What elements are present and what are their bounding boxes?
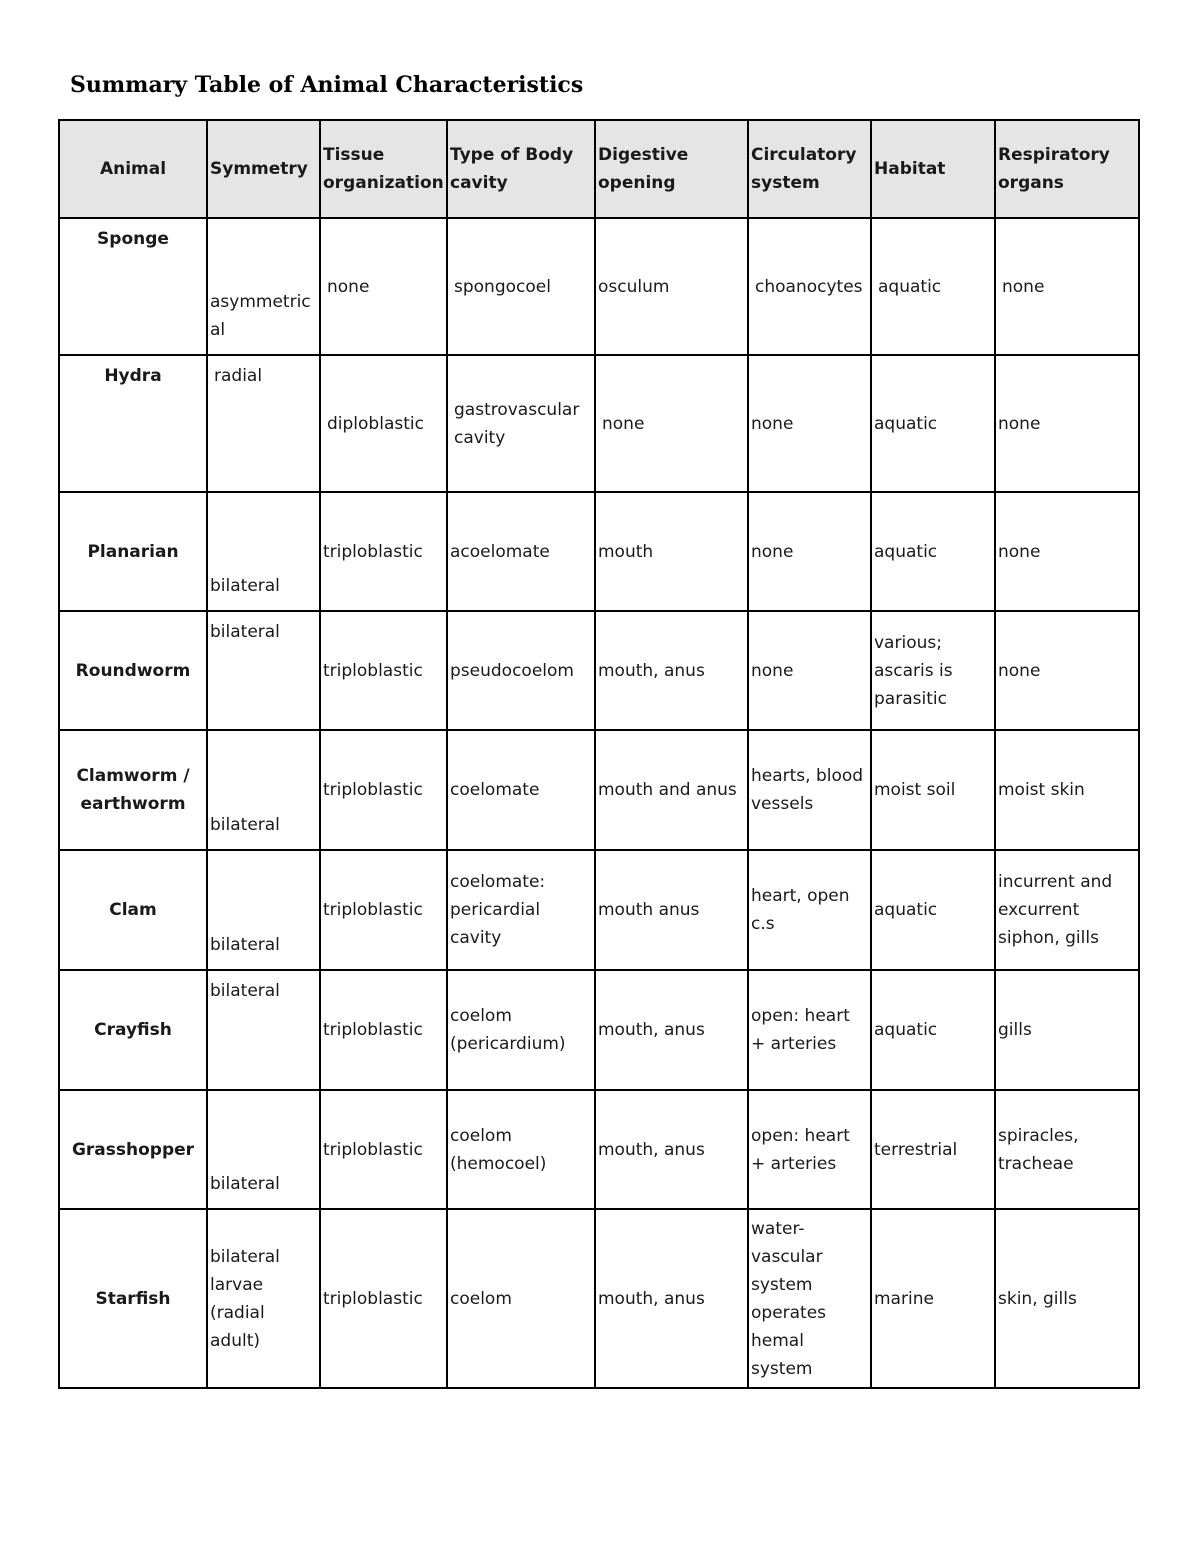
symmetry-cell: bilateral [207, 970, 320, 1090]
table-row [59, 355, 1139, 492]
animal-cell: Planarian [59, 492, 207, 611]
circulatory-cell: open: heart + arteries [748, 970, 871, 1090]
animal-cell: Crayfish [59, 970, 207, 1090]
header-row [59, 120, 1139, 218]
circulatory-cell: none [748, 492, 871, 611]
column-header: Respiratory organs [995, 120, 1139, 218]
column-header: Circulatory system [748, 120, 871, 218]
symmetry-cell: bilateral [207, 1090, 320, 1209]
habitat-cell: moist soil [871, 730, 995, 850]
digestive-cell: mouth, anus [595, 1209, 748, 1388]
table-row [59, 1090, 1139, 1209]
animal-cell: Clamworm / earthworm [59, 730, 207, 850]
table-row [59, 970, 1139, 1090]
cavity-cell: acoelomate [447, 492, 595, 611]
respiratory-cell: none [995, 492, 1139, 611]
column-header: Digestive opening [595, 120, 748, 218]
habitat-cell: marine [871, 1209, 995, 1388]
digestive-cell: none [595, 355, 748, 492]
digestive-cell: mouth, anus [595, 1090, 748, 1209]
tissue-cell: diploblastic [320, 355, 447, 492]
column-header: Tissue organization [320, 120, 447, 218]
cavity-cell: coelom (hemocoel) [447, 1090, 595, 1209]
digestive-cell: mouth [595, 492, 748, 611]
symmetry-cell: bilateral larvae (radial adult) [207, 1209, 320, 1388]
cavity-cell: coelom (pericardium) [447, 970, 595, 1090]
table-row [59, 1209, 1139, 1388]
habitat-cell: aquatic [871, 970, 995, 1090]
respiratory-cell: spiracles, tracheae [995, 1090, 1139, 1209]
page-title: Summary Table of Animal Characteristics [70, 72, 584, 98]
animal-cell: Sponge [59, 218, 207, 355]
animal-characteristics-table [58, 119, 1140, 1389]
respiratory-cell: incurrent and excurrent siphon, gills [995, 850, 1139, 970]
cavity-cell: spongocoel [447, 218, 595, 355]
column-header: Symmetry [207, 120, 320, 218]
symmetry-cell: bilateral [207, 611, 320, 730]
tissue-cell: triploblastic [320, 611, 447, 730]
circulatory-cell: hearts, blood vessels [748, 730, 871, 850]
habitat-cell: various; ascaris is parasitic [871, 611, 995, 730]
animal-cell: Starfish [59, 1209, 207, 1388]
animal-cell: Hydra [59, 355, 207, 492]
table-row [59, 850, 1139, 970]
digestive-cell: osculum [595, 218, 748, 355]
cavity-cell: gastrovascular cavity [447, 355, 595, 492]
tissue-cell: triploblastic [320, 970, 447, 1090]
table-row [59, 611, 1139, 730]
circulatory-cell: choanocytes [748, 218, 871, 355]
circulatory-cell: open: heart + arteries [748, 1090, 871, 1209]
tissue-cell: triploblastic [320, 492, 447, 611]
symmetry-cell: bilateral [207, 730, 320, 850]
respiratory-cell: skin, gills [995, 1209, 1139, 1388]
cavity-cell: pseudocoelom [447, 611, 595, 730]
respiratory-cell: none [995, 218, 1139, 355]
habitat-cell: aquatic [871, 850, 995, 970]
column-header: Habitat [871, 120, 995, 218]
digestive-cell: mouth, anus [595, 970, 748, 1090]
animal-cell: Grasshopper [59, 1090, 207, 1209]
symmetry-cell: bilateral [207, 850, 320, 970]
table-row [59, 492, 1139, 611]
digestive-cell: mouth and anus [595, 730, 748, 850]
tissue-cell: triploblastic [320, 1090, 447, 1209]
cavity-cell: coelomate [447, 730, 595, 850]
column-header: Animal [59, 120, 207, 218]
habitat-cell: aquatic [871, 218, 995, 355]
habitat-cell: aquatic [871, 355, 995, 492]
table-row [59, 730, 1139, 850]
respiratory-cell: gills [995, 970, 1139, 1090]
tissue-cell: none [320, 218, 447, 355]
circulatory-cell: none [748, 611, 871, 730]
digestive-cell: mouth, anus [595, 611, 748, 730]
cavity-cell: coelomate: pericardial cavity [447, 850, 595, 970]
habitat-cell: aquatic [871, 492, 995, 611]
tissue-cell: triploblastic [320, 1209, 447, 1388]
column-header: Type of Body cavity [447, 120, 595, 218]
animal-cell: Clam [59, 850, 207, 970]
symmetry-cell: bilateral [207, 492, 320, 611]
cavity-cell: coelom [447, 1209, 595, 1388]
circulatory-cell: heart, open c.s [748, 850, 871, 970]
respiratory-cell: none [995, 611, 1139, 730]
tissue-cell: triploblastic [320, 730, 447, 850]
symmetry-cell: radial [207, 355, 320, 492]
circulatory-cell: none [748, 355, 871, 492]
circulatory-cell: water-vascular system operates hemal system [748, 1209, 871, 1388]
symmetry-cell: asymmetrical [207, 218, 320, 355]
respiratory-cell: none [995, 355, 1139, 492]
tissue-cell: triploblastic [320, 850, 447, 970]
animal-cell: Roundworm [59, 611, 207, 730]
habitat-cell: terrestrial [871, 1090, 995, 1209]
digestive-cell: mouth anus [595, 850, 748, 970]
table-row [59, 218, 1139, 355]
respiratory-cell: moist skin [995, 730, 1139, 850]
